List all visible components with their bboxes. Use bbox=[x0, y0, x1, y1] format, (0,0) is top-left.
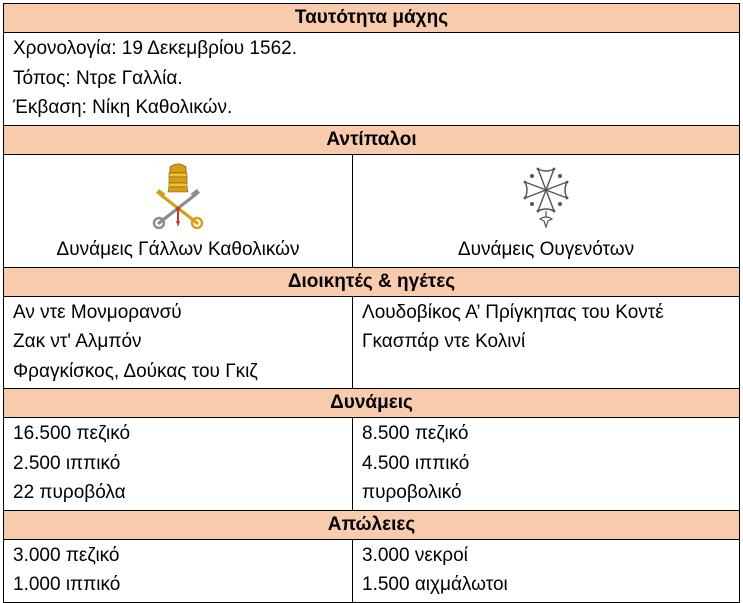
huguenot-forces-label: Δυνάμεις Ουγενότων bbox=[457, 238, 635, 260]
loss-item: 3.000 νεκροί bbox=[362, 544, 468, 566]
catholic-commanders-cell bbox=[4, 296, 353, 389]
catholic-forces-label: Δυνάμεις Γάλλων Καθολικών bbox=[56, 238, 300, 260]
force-item: 2.500 ιππικό bbox=[13, 452, 121, 474]
catholic-forces-cell bbox=[4, 418, 353, 511]
huguenot-forces-cell bbox=[353, 418, 740, 511]
commanders-header-label: Διοικητές & ηγέτες bbox=[287, 270, 456, 292]
force-item: 16.500 πεζικό bbox=[13, 423, 131, 444]
commander-item: Ζακ ντ' Αλμπόν bbox=[13, 331, 142, 352]
commander-item: Λουδοβίκος Α’ Πρίγκηπας του Κοντέ bbox=[362, 301, 664, 323]
info-cell bbox=[4, 33, 740, 126]
force-item: πυροβολικό bbox=[362, 482, 462, 503]
commanders-row bbox=[4, 296, 740, 389]
losses-header-row bbox=[4, 510, 740, 539]
loss-item: 1.500 αιχμάλωτοι bbox=[362, 574, 508, 595]
catholic-side-cell bbox=[4, 154, 353, 267]
forces-header-row bbox=[4, 389, 740, 418]
outcome-text: Έκβαση: Νίκη Καθολικών. bbox=[13, 97, 233, 118]
opponents-row bbox=[4, 154, 740, 267]
commander-item: Γκασπάρ ντε Κολινί bbox=[362, 331, 526, 352]
chronology-text: Χρονολογία: 19 Δεκεμβρίου 1562. bbox=[13, 38, 297, 59]
forces-header-label: Δυνάμεις bbox=[330, 392, 413, 413]
place-text: Τόπος: Ντρε Γαλλία. bbox=[13, 67, 183, 89]
forces-row bbox=[4, 418, 740, 511]
opponents-header-label: Αντίπαλοι bbox=[326, 128, 417, 150]
title-header bbox=[4, 4, 740, 33]
battle-infobox bbox=[3, 3, 740, 603]
commanders-header bbox=[4, 267, 740, 296]
info-row bbox=[4, 33, 740, 126]
force-item: 22 πυροβόλα bbox=[13, 482, 126, 503]
commander-item: Αν ντε Μονμορανσύ bbox=[13, 301, 182, 323]
losses-header-label: Απώλειες bbox=[327, 513, 416, 535]
title-row bbox=[4, 4, 740, 33]
catholic-losses-cell bbox=[4, 539, 353, 602]
opponents-header-row bbox=[4, 125, 740, 154]
losses-row bbox=[4, 539, 740, 602]
opponents-header bbox=[4, 125, 740, 154]
force-item: 8.500 πεζικό bbox=[362, 423, 469, 444]
commander-item: Φραγκίσκος, Δούκας του Γκιζ bbox=[13, 360, 258, 382]
loss-item: 3.000 πεζικό bbox=[13, 544, 120, 566]
papal-keys-emblem-icon bbox=[151, 163, 205, 229]
huguenot-losses-cell bbox=[353, 539, 740, 602]
force-item: 4.500 ιππικό bbox=[362, 452, 470, 474]
huguenot-cross-icon bbox=[519, 163, 573, 229]
forces-header bbox=[4, 389, 740, 418]
commanders-header-row bbox=[4, 267, 740, 296]
huguenot-side-cell bbox=[353, 154, 740, 267]
infobox-title: Ταυτότητα μάχης bbox=[294, 7, 449, 28]
losses-header bbox=[4, 510, 740, 539]
loss-item: 1.000 ιππικό bbox=[13, 574, 121, 595]
huguenot-commanders-cell bbox=[353, 296, 740, 389]
